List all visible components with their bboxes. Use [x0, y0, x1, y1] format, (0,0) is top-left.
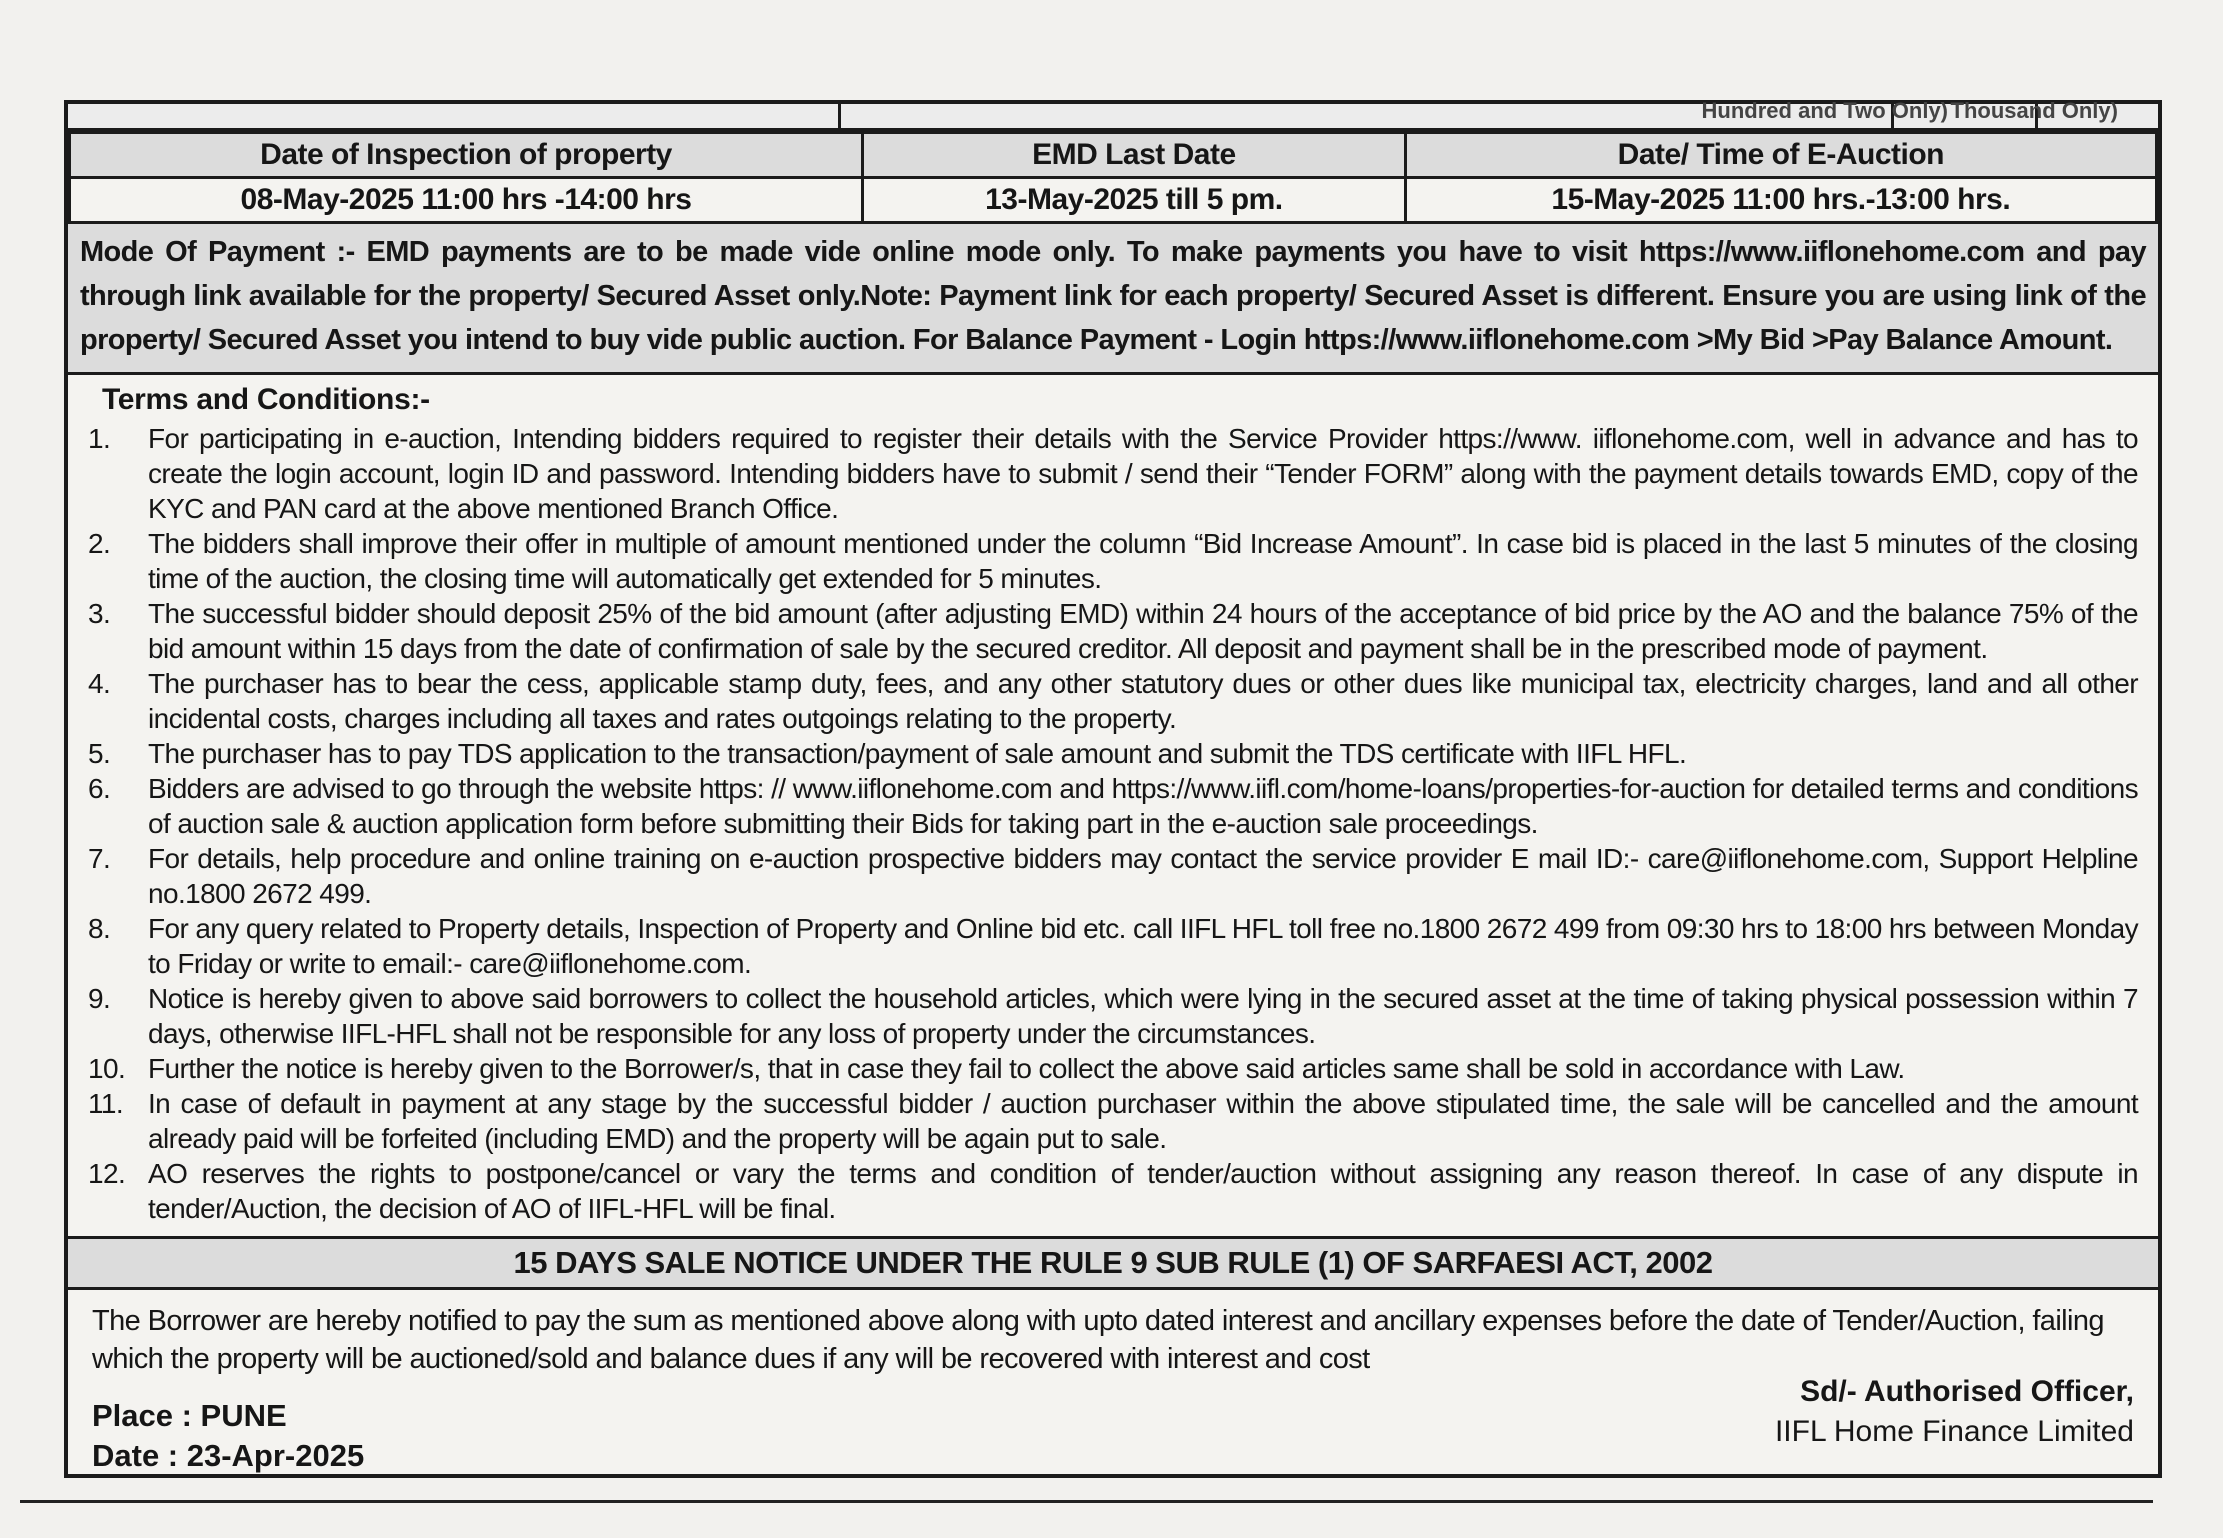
term-number: 12. — [88, 1158, 126, 1189]
term-text: For participating in e-auction, Intending bidders required to register their details with the Service Provider https://www. iiflonehome.com, well in advance and has to create the login account, login ID and password. Intending bidders have to submit / send their “Tender FORM” along with the payment details towards EMD, copy of the KYC and PAN card at the above mentioned Branch Office. — [148, 423, 2138, 524]
borrower-notification: The Borrower are hereby notified to pay the sum as mentioned above along with upto dated interest and ancillary expenses before the date of Tender/Auction, failing which the property will be auctioned/sold and balance dues if any will be recovered with interest and cost — [92, 1305, 2104, 1375]
term-number: 11. — [88, 1088, 124, 1119]
terms-section — [68, 375, 2158, 1230]
term-number: 8. — [88, 913, 111, 944]
sale-notice-heading: 15 DAYS SALE NOTICE UNDER THE RULE 9 SUB RULE (1) OF SARFAESI ACT, 2002 — [68, 1236, 2158, 1290]
term-text: In case of default in payment at any stage by the successful bidder / auction purchaser within the above stipulated time, the sale will be cancelled and the amount already paid will be forfeited (including EMD) and the property will be again put to sale. — [148, 1088, 2138, 1154]
term-text: Further the notice is hereby given to the Borrower/s, that in case they fail to collect the above said articles same shall be sold in accordance with Law. — [148, 1053, 1905, 1084]
signatory-line: Sd/- Authorised Officer, — [1800, 1375, 2134, 1408]
schedule-header-auction: Date/ Time of E-Auction — [1405, 133, 2156, 178]
schedule-value-emd: 13-May-2025 till 5 pm. — [863, 178, 1406, 223]
terms-list — [88, 421, 2138, 1226]
cut-off-text-1: Hundred and Two Only) — [1701, 98, 1948, 123]
term-number: 3. — [88, 598, 111, 629]
schedule-value-inspection: 08-May-2025 11:00 hrs -14:00 hrs — [70, 178, 863, 223]
page-divider — [20, 1500, 2153, 1503]
term-item — [88, 1086, 2138, 1156]
term-text: The bidders shall improve their offer in multiple of amount mentioned under the column “Bid Increase Amount”. In case bid is placed in the last 5 minutes of the closing time of the auction, the closing time will automatically get extended for 5 minutes. — [148, 528, 2138, 594]
payment-mode-paragraph: Mode Of Payment :- EMD payments are to be made vide online mode only. To make payments you have to visit https://www.iiflonehome.com and pay through link available for the property/ Secured Asset only.Note: Payment link for each property/ Secured Asset is different. Ensure you are using link of the property/ Secured Asset you intend to buy vide public auction. For Balance Payment - Login https://www.iiflonehome.com >My Bid >Pay Balance Amount. — [68, 224, 2158, 375]
term-item — [88, 1051, 2138, 1086]
schedule-header-inspection: Date of Inspection of property — [70, 133, 863, 178]
notice-footer — [68, 1290, 2158, 1492]
term-item — [88, 421, 2138, 526]
term-item — [88, 736, 2138, 771]
term-item — [88, 526, 2138, 596]
term-item — [88, 981, 2138, 1051]
term-text: For details, help procedure and online training on e-auction prospective bidders may contact the service provider E mail ID:- care@iiflonehome.com, Support Helpline no.1800 2672 499. — [148, 843, 2138, 909]
auction-notice — [64, 100, 2162, 1478]
auction-schedule-table — [68, 131, 2158, 224]
term-item — [88, 1156, 2138, 1226]
term-text: Bidders are advised to go through the website https: // www.iiflonehome.com and https://www.iifl.com/home-loans/properties-for-auction for detailed terms and conditions of auction sale & auction application form before submitting their Bids for taking part in the e-auction sale proceedings. — [148, 773, 2138, 839]
term-text: For any query related to Property details, Inspection of Property and Online bid etc. call IIFL HFL toll free no.1800 2672 499 from 09:30 hrs to 18:00 hrs between Monday to Friday or write to email:- care@iiflonehome.com. — [148, 913, 2138, 979]
term-text: AO reserves the rights to postpone/cancel or vary the terms and condition of tender/auction without assigning any reason thereof. In case of any dispute in tender/Auction, the decision of AO of IIFL-HFL will be final. — [148, 1158, 2138, 1224]
term-number: 6. — [88, 773, 111, 804]
term-text: The purchaser has to bear the cess, applicable stamp duty, fees, and any other statutory dues or other dues like municipal tax, electricity charges, land and all other incidental costs, charges including all taxes and rates outgoings relating to the property. — [148, 668, 2138, 734]
term-number: 7. — [88, 843, 111, 874]
term-number: 5. — [88, 738, 111, 769]
cut-off-table-row — [68, 98, 2158, 131]
term-number: 4. — [88, 668, 111, 699]
term-number: 10. — [88, 1053, 126, 1084]
term-text: Notice is hereby given to above said borrowers to collect the household articles, which were lying in the secured asset at the time of taking physical possession within 7 days, otherwise IIFL-HFL shall not be responsible for any loss of property under the circumstances. — [148, 983, 2138, 1049]
term-text: The successful bidder should deposit 25% of the bid amount (after adjusting EMD) within 24 hours of the acceptance of bid price by the AO and the balance 75% of the bid amount within 15 days from the date of confirmation of sale by the secured creditor. All deposit and payment shall be in the prescribed mode of payment. — [148, 598, 2138, 664]
place-line: Place : PUNE — [92, 1398, 287, 1433]
terms-title: Terms and Conditions:- — [102, 383, 430, 416]
schedule-value-row — [70, 178, 2157, 223]
term-item — [88, 841, 2138, 911]
signature-block — [1775, 1372, 2134, 1452]
term-item — [88, 911, 2138, 981]
term-number: 2. — [88, 528, 111, 559]
term-number: 9. — [88, 983, 111, 1014]
schedule-value-auction: 15-May-2025 11:00 hrs.-13:00 hrs. — [1405, 178, 2156, 223]
term-text: The purchaser has to pay TDS application to the transaction/payment of sale amount and submit the TDS certificate with IIFL HFL. — [148, 738, 1687, 769]
company-name: IIFL Home Finance Limited — [1774, 1415, 2134, 1448]
term-item — [88, 666, 2138, 736]
term-number: 1. — [88, 423, 111, 454]
date-line: Date : 23-Apr-2025 — [92, 1438, 365, 1473]
term-item — [88, 596, 2138, 666]
term-item — [88, 771, 2138, 841]
schedule-header-emd: EMD Last Date — [863, 133, 1406, 178]
schedule-header-row — [70, 133, 2157, 178]
cut-off-text-2: Thousand Only) — [1950, 98, 2118, 123]
